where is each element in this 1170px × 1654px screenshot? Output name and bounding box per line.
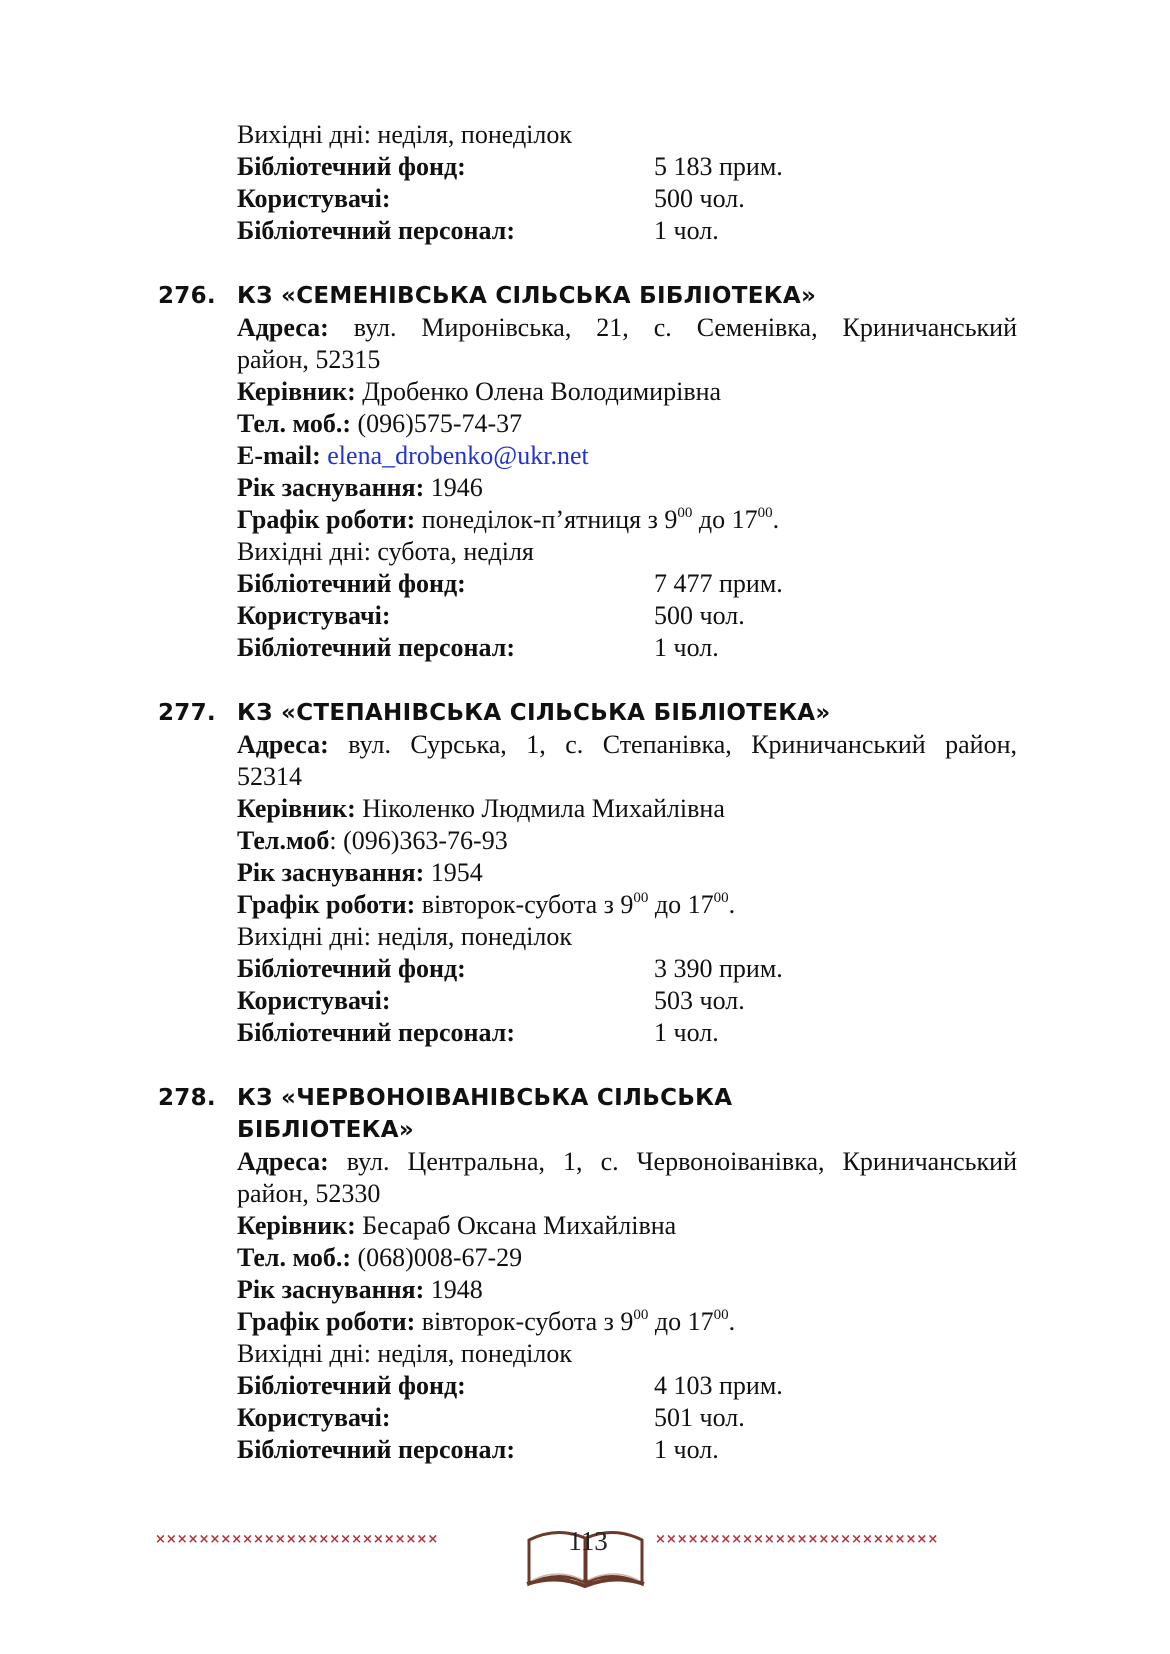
- schedule-text: понеділок-п’ятниця з 9: [421, 505, 678, 534]
- entry-title: [158, 1082, 732, 1114]
- schedule-end: .: [728, 1307, 736, 1336]
- schedule-row: [237, 889, 1017, 921]
- address-value: вул. Центральна, 1, с. Червоноіванівка, Криничанський: [346, 1147, 1017, 1176]
- email-row: [237, 440, 1017, 472]
- schedule-label: Графік роботи:: [237, 1307, 416, 1336]
- schedule-end: .: [772, 505, 780, 534]
- fund-label: Бібліотечний фонд:: [237, 954, 466, 983]
- entry-title-line-2: БІБЛІОТЕКА»: [237, 1117, 414, 1143]
- year-label: Рік заснування:: [237, 858, 425, 887]
- users-label: Користувачі:: [237, 1403, 391, 1432]
- fund-row: [237, 151, 1017, 183]
- head-row: [237, 793, 1017, 825]
- year-value: 1954: [430, 858, 483, 887]
- entry-name: КЗ «СТЕПАНІВСЬКА СІЛЬСЬКА БІБЛІОТЕКА»: [237, 700, 831, 726]
- phone-value: : (096)363-76-93: [329, 826, 508, 855]
- schedule-row: [237, 1306, 1017, 1338]
- fund-row: [237, 1370, 1017, 1402]
- fund-value: 5 183 прим.: [654, 152, 783, 181]
- schedule-label: Графік роботи:: [237, 890, 416, 919]
- days-off: Вихідні дні: субота, неділя: [237, 537, 534, 566]
- schedule-text: вівторок-субота з 9: [421, 1307, 634, 1336]
- fund-value: 4 103 прим.: [654, 1371, 783, 1400]
- email-label: E-mail:: [237, 441, 321, 470]
- year-value: 1948: [430, 1275, 483, 1304]
- head-label: Керівник:: [237, 794, 356, 823]
- footer-border-left: ××××××××××××××××××××××××××: [155, 1532, 439, 1547]
- staff-value: 1 чол.: [654, 216, 719, 245]
- users-row: [237, 1402, 1017, 1434]
- staff-value: 1 чол.: [654, 633, 719, 662]
- users-value: 500 чол.: [654, 601, 745, 630]
- users-value: 503 чол.: [654, 986, 745, 1015]
- schedule-to-minutes: 00: [757, 505, 773, 522]
- days-off: Вихідні дні: неділя, понеділок: [237, 922, 573, 951]
- staff-label: Бібліотечний персонал:: [237, 1435, 515, 1464]
- days-off: Вихідні дні: неділя, понеділок: [237, 1339, 573, 1368]
- schedule-to: до 17: [654, 1307, 714, 1336]
- staff-row: [237, 215, 1017, 247]
- entry-name: КЗ «ЧЕРВОНОІВАНІВСЬКА СІЛЬСЬКА: [237, 1085, 733, 1111]
- fund-row: [237, 953, 1017, 985]
- head-value: Бесараб Оксана Михайлівна: [362, 1211, 677, 1240]
- fund-value: 7 477 прим.: [654, 569, 783, 598]
- schedule-row: [237, 504, 1017, 536]
- year-label: Рік заснування:: [237, 473, 425, 502]
- entry-title: [158, 280, 816, 312]
- phone-row: [237, 408, 1017, 440]
- days-off: Вихідні дні: неділя, понеділок: [237, 120, 573, 149]
- phone-label: Тел. моб.:: [237, 1243, 352, 1272]
- staff-row: [237, 1017, 1017, 1049]
- entry-number: 277.: [158, 700, 216, 726]
- users-row: [237, 183, 1017, 215]
- schedule-end: .: [728, 890, 736, 919]
- address-label: Адреса:: [237, 313, 329, 342]
- staff-row: [237, 632, 1017, 664]
- fund-label: Бібліотечний фонд:: [237, 152, 466, 181]
- address-line: [237, 1146, 1017, 1178]
- staff-value: 1 чол.: [654, 1435, 719, 1464]
- address-line-2: район, 52330: [237, 1179, 381, 1208]
- address-value: вул. Сурська, 1, с. Степанівка, Криничанський район,: [348, 730, 1017, 759]
- phone-value: (096)575-74-37: [357, 409, 523, 438]
- schedule-to: до 17: [698, 505, 758, 534]
- year-row: [237, 472, 1017, 504]
- email-link[interactable]: elena_drobenko@ukr.net: [327, 441, 589, 470]
- fund-label: Бібліотечний фонд:: [237, 569, 466, 598]
- schedule-to-minutes: 00: [713, 1307, 729, 1324]
- address-label: Адреса:: [237, 1147, 329, 1176]
- year-row: [237, 857, 1017, 889]
- schedule-to-minutes: 00: [713, 890, 729, 907]
- entry-name: КЗ «СЕМЕНІВСЬКА СІЛЬСЬКА БІБЛІОТЕКА»: [237, 283, 817, 309]
- address-line-2: 52314: [237, 762, 302, 791]
- address-line-2: район, 52315: [237, 345, 381, 374]
- phone-row: [237, 1242, 1017, 1274]
- head-value: Дробенко Олена Володимирівна: [362, 377, 722, 406]
- year-label: Рік заснування:: [237, 1275, 425, 1304]
- head-row: [237, 376, 1017, 408]
- fund-label: Бібліотечний фонд:: [237, 1371, 466, 1400]
- address-label: Адреса:: [237, 730, 329, 759]
- page-number: 113: [568, 1526, 608, 1556]
- head-row: [237, 1210, 1017, 1242]
- fund-row: [237, 568, 1017, 600]
- schedule-label: Графік роботи:: [237, 505, 416, 534]
- year-value: 1946: [430, 473, 483, 502]
- users-label: Користувачі:: [237, 184, 391, 213]
- users-label: Користувачі:: [237, 601, 391, 630]
- schedule-from-minutes: 00: [677, 505, 693, 522]
- head-label: Керівник:: [237, 1211, 356, 1240]
- users-value: 501 чол.: [654, 1403, 745, 1432]
- head-value: Ніколенко Людмила Михайлівна: [362, 794, 725, 823]
- year-row: [237, 1274, 1017, 1306]
- address-line: [237, 312, 1017, 344]
- fund-value: 3 390 прим.: [654, 954, 783, 983]
- staff-label: Бібліотечний персонал:: [237, 216, 515, 245]
- users-row: [237, 600, 1017, 632]
- users-label: Користувачі:: [237, 986, 391, 1015]
- users-row: [237, 985, 1017, 1017]
- staff-label: Бібліотечний персонал:: [237, 633, 515, 662]
- schedule-text: вівторок-субота з 9: [421, 890, 634, 919]
- staff-value: 1 чол.: [654, 1018, 719, 1047]
- users-value: 500 чол.: [654, 184, 745, 213]
- schedule-to: до 17: [654, 890, 714, 919]
- footer-border-right: ××××××××××××××××××××××××××: [655, 1532, 939, 1547]
- address-line: [237, 729, 1017, 761]
- phone-value: (068)008-67-29: [357, 1243, 523, 1272]
- staff-label: Бібліотечний персонал:: [237, 1018, 515, 1047]
- entry-title: [158, 697, 831, 729]
- entry-number: 278.: [158, 1085, 216, 1111]
- address-value: вул. Миронівська, 21, с. Семенівка, Криничанський: [353, 313, 1018, 342]
- schedule-from-minutes: 00: [633, 1307, 649, 1324]
- head-label: Керівник:: [237, 377, 356, 406]
- phone-row: [237, 825, 1017, 857]
- staff-row: [237, 1434, 1017, 1466]
- schedule-from-minutes: 00: [633, 890, 649, 907]
- phone-label: Тел.моб: [237, 826, 330, 855]
- phone-label: Тел. моб.:: [237, 409, 352, 438]
- entry-number: 276.: [158, 283, 216, 309]
